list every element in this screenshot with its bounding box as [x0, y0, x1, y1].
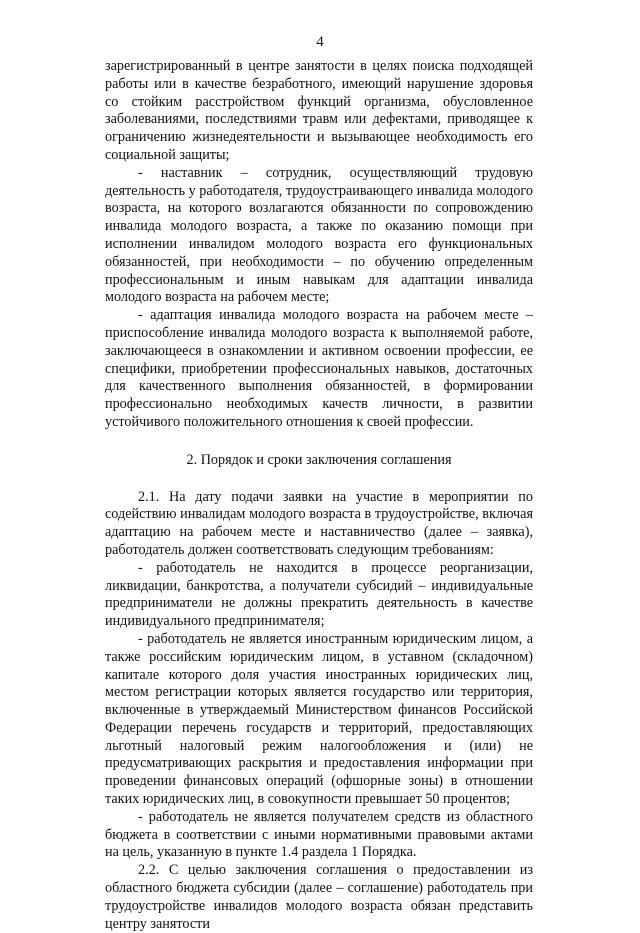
page-number: 4 [316, 34, 324, 50]
paragraph: зарегистрированный в центре занятости в целях поиска подходящей работы или в качестве безработного, имеющий нарушение здоровья со стойким расстройством функций организма, обусловленное заболеваниями, последствиями травм или дефектами, приводящее к ограничению жизнедеятельности и вызывающее необходимость его социальной защиты; [105, 58, 533, 163]
paragraph: - наставник – сотрудник, осуществляющий трудовую деятельность у работодателя, трудоустраивающего инвалида молодого возраста, на которого возлагаются обязанности по сопровождению инвалида молодого возраста, а также по оказанию помощи при исполнении инвалидом молодого возраста его функциональных обязанностей, при необходимости – по обучению определенным профессиональным и иным навыкам для адаптации инвалида молодого возраста на рабочем месте; [105, 164, 533, 306]
paragraph: - работодатель не является получателем средств из областного бюджета в соответствии с иными нормативными правовыми актами на цель, указанную в пункте 1.4 раздела 1 Порядка. [105, 808, 533, 861]
paragraph: - работодатель не находится в процессе реорганизации, ликвидации, банкротства, а получатели субсидий – индивидуальные предприниматели не должны прекратить деятельность в качестве индивидуального предпринимателя; [105, 559, 533, 630]
paragraph: 2.2. С целью заключения соглашения о предоставлении из областного бюджета субсидии (далее – соглашение) работодатель при трудоустройстве инвалидов молодого возраста обязан представить центру занятости [105, 862, 533, 932]
paragraph: - адаптация инвалида молодого возраста на рабочем месте – приспособление инвалида молодого возраста к выполняемой работе, заключающееся в ознакомлении и активном освоении профессии, ее специфики, приобретении профессиональных навыков, достаточных для качественного выполнения обязанностей, в формировании профессионально необходимых качеств личности, в развитии устойчивого положительного отношения к своей профессии. [105, 307, 533, 430]
paragraph: 2.1. На дату подачи заявки на участие в мероприятии по содействию инвалидам молодого возраста в трудоустройстве, включая адаптацию на рабочем месте и наставничество (далее – заявка), работодатель должен соответствовать следующим требованиям: [105, 488, 533, 558]
section-heading: 2. Порядок и сроки заключения соглашения [186, 451, 452, 468]
document-body [105, 58, 533, 933]
paragraph: - работодатель не является иностранным юридическим лицом, а также российским юридическим лицом, в уставном (складочном) капитале которого доля участия иностранных юридических лиц, местом регистрации которых является государство или территория, включенные в утверждаемый Министерством финансов Российской Федерации перечень государств и территорий, предоставляющих льготный налоговый режим налогообложения и (или) не предусматривающих раскрытия и предоставления информации при проведении финансовых операций (офшорные зоны) в отношении таких юридических лиц, в совокупности превышает 50 процентов; [105, 630, 533, 808]
